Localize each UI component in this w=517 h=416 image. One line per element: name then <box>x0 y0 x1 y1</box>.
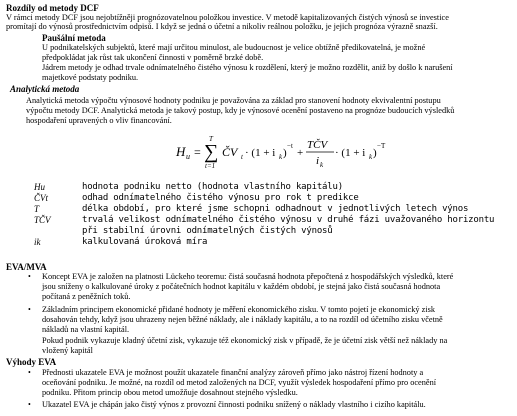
formula-exp1: −t <box>287 142 293 150</box>
paragraph-line: promítají do výnosů prostřednictvím odpisů. I když se jedná o účetní a nikoliv reálnou položku, je jejich prognóza výrazně snazší. <box>6 22 438 31</box>
formula-svg <box>172 132 392 176</box>
definition-text: kalkulovaná úroková míra <box>82 237 208 247</box>
paragraph-line: hospodaření upravených o vliv financování. <box>26 116 172 125</box>
bullet-line: nákladů na vlastní kapitál. <box>42 325 130 334</box>
subheading-analyticka-metoda: Analytická metoda <box>10 84 80 94</box>
definition-symbol: ČVt <box>34 193 49 203</box>
definition-text: trvalá velikost odnímatelného čistého výnosu v druhé fázi uvažovaného horizontu <box>82 215 495 225</box>
bullet-icon: • <box>28 400 31 409</box>
subheading-pausalni-metoda: Paušální metoda <box>42 33 106 43</box>
bullet-line: Základním principem ekonomické přidané hodnoty je měření ekonomického zisku. V tomto pojetí je ekonomický zisk <box>42 305 436 314</box>
paragraph-line: V rámci metody DCF jsou nejobtížněji prognózovatelnou položkou investice. V metodě kapitalizovaných čistých výnosů se investice <box>6 13 449 22</box>
formula-equals: = <box>194 145 201 159</box>
bullet-line: jsou sníženy o kalkulované úroky z počátečních hodnot kapitálu v každém období, je stejná jako čistá současná hodnota <box>42 282 441 291</box>
definition-symbol: TČV <box>34 215 51 225</box>
formula-lhs: H <box>176 144 186 159</box>
formula-denominator-sub: k <box>320 161 324 169</box>
formula-term1-sub: t <box>241 153 243 161</box>
bullet-line: Přednosti ukazatele EVA je možnost použít ukazatele finanční analýzy zároveň přímo jako nástroj řízení hodnoty a <box>42 368 424 377</box>
valuation-formula <box>172 132 386 172</box>
bullet-line: podniku. Přitom princip obou metod umožňuje dosahnout stejného výsledku. <box>42 388 298 397</box>
formula-sum-upper: T <box>209 135 213 143</box>
formula-term1: ČV <box>222 145 238 159</box>
formula-lhs-sub: u <box>186 152 190 161</box>
formula-factor2: · (1 + i <box>335 147 366 159</box>
bullet-line: oceňování podniku. Je možné, na rozdíl od metod založených na DCF, využít výsledek hospodaření přímo pro ocenění <box>42 378 437 387</box>
paragraph-line: Pokud podnik vykazuje kladný účetní zisk, vykazuje též ekonomický zisk v případě, že je účetní zisk větší než náklady na <box>42 336 448 345</box>
paragraph-line: Jádrem metody je odhad trvale odnímatelného čistého výnosu k rozdělení, který je možno rozdělit, aniž by došlo k narušení <box>42 63 453 72</box>
paragraph-line: vložený kapitál <box>42 346 93 355</box>
paragraph-line: předpokládat jak růst tak ukončení činnosti v poměrně brzké době. <box>42 53 264 62</box>
formula-numerator: TČV <box>307 139 328 151</box>
formula-factor1-sub: k <box>279 153 283 161</box>
formula-factor1: · (1 + i <box>245 147 276 159</box>
definition-symbol: Hu <box>34 182 45 192</box>
paragraph-line: majetkové podstaty podniku. <box>42 73 139 82</box>
formula-exp2: −T <box>377 142 386 150</box>
definition-symbol: ik <box>34 237 41 247</box>
definition-text: při stabilní úrovni odnímatelných čistých výnosů <box>82 226 333 236</box>
definition-text: hodnota podniku netto (hodnota vlastního kapitálu) <box>82 182 343 192</box>
paragraph-line: Analytická metoda výpočtu výnosové hodnoty podniku je považována za základ pro stanovení hodnoty ekvivalentní postupu <box>26 96 441 105</box>
formula-denominator: i <box>316 155 320 167</box>
paragraph-line: U podnikatelských subjektů, které mají určitou minulost, ale budoucnost je velice obtížně předikovatelná, je možné <box>42 43 426 52</box>
formula-factor2-sub: k <box>369 153 373 161</box>
bullet-icon: • <box>28 368 31 377</box>
section-heading-rozdily: Rozdíly od metody DCF <box>6 3 99 13</box>
formula-paren-close-1: ) <box>283 147 287 159</box>
definition-text: odhad odnímatelného čistého výnosu pro rok t predikce <box>82 193 359 203</box>
section-heading-vyhody-eva: Výhody EVA <box>6 357 57 367</box>
bullet-icon: • <box>28 272 31 281</box>
formula-sum-sign: ∑ <box>204 141 219 163</box>
bullet-line: Ukazatel EVA je chápán jako čistý výnos z provozní činnosti podniku snížený o náklady vlastního i cizího kapitálu. <box>42 400 426 409</box>
bullet-line: Koncept EVA je založen na platnosti Lückeho teoremu: čistá současná hodnota přepočtená z hospodářských výsledků, které <box>42 272 454 281</box>
definition-text: délka období, pro které jsme schopni odhadnout v jednotlivých letech výnos <box>82 204 469 214</box>
section-heading-eva-mva: EVA/MVA <box>6 262 47 272</box>
definition-symbol: T <box>34 204 40 214</box>
bullet-line: dosahován tehdy, když jsou uhrazeny nejen běžné náklady, ale i náklady kapitálu, a to na rozdíl od účetního zisku včetně <box>42 315 443 324</box>
formula-sum-lower: t=1 <box>205 162 216 170</box>
formula-plus: + <box>297 147 304 159</box>
bullet-icon: • <box>28 305 31 314</box>
bullet-line: počítaná z peněžních toků. <box>42 292 131 301</box>
paragraph-line: výpočtu metody DCF. Analytická metoda je takový postup, kdy je výnosové ocenění postaveno na prognóze budoucích výsledků <box>26 106 455 115</box>
formula-paren-close-2: ) <box>373 147 377 159</box>
